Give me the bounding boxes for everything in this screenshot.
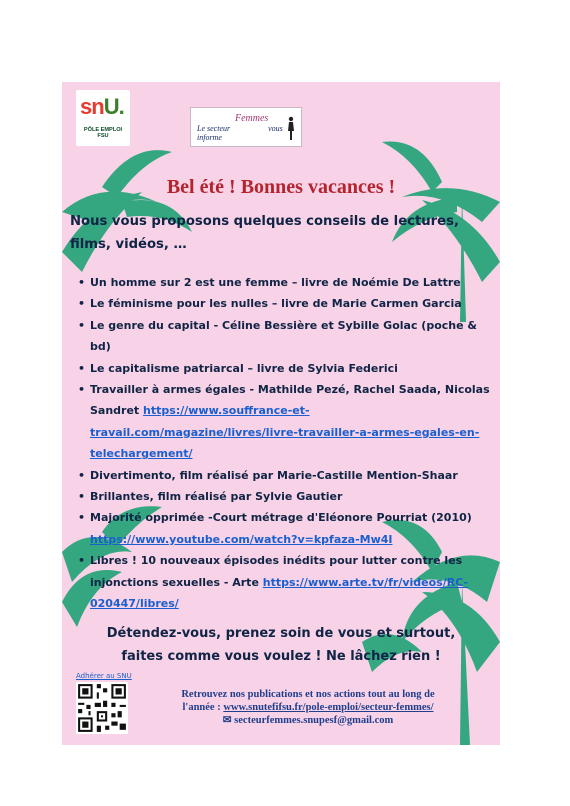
secteur-femmes-logo xyxy=(190,107,302,147)
snu-logo-letter: U. xyxy=(103,94,124,119)
list-item xyxy=(70,550,496,614)
website-link[interactable]: www.snutefifsu.fr/pole-emploi/secteur-femmes/ xyxy=(223,702,434,713)
list-item-text: Brillantes, film réalisé par Sylvie Gautier xyxy=(90,490,343,504)
secteur-femmes-logo-script: Femmes xyxy=(235,113,269,124)
qr-code-icon[interactable] xyxy=(76,682,128,734)
list-item xyxy=(70,272,496,293)
list-item xyxy=(70,293,496,314)
list-item xyxy=(70,379,496,465)
list-item xyxy=(70,507,496,550)
email-contact[interactable]: ✉ secteurfemmes.snupesf@gmail.com xyxy=(222,715,394,726)
secteur-femmes-logo-text xyxy=(197,124,301,142)
flyer-page xyxy=(62,82,500,745)
footer-line-2-prefix: l'année : xyxy=(182,702,224,713)
list-item xyxy=(70,358,496,379)
list-item-text: Un homme sur 2 est une femme – livre de Noémie De Lattre xyxy=(90,276,461,289)
snu-logo-subtitle: PÔLE EMPLOI FSU xyxy=(83,127,123,139)
intro-text: Nous vous proposons quelques conseils de lectures, films, vidéos, … xyxy=(70,214,459,252)
list-item-text: Libres ! 10 nouveaux épisodes inédits pour lutter contre les injonctions sexuelles - Arte xyxy=(90,554,463,589)
list-item-text: Le genre du capital - Céline Bessière et Sybille Golac (poche & bd) xyxy=(90,318,477,354)
recommendations-list xyxy=(70,272,496,615)
list-item-text: Le féminisme pour les nulles – livre de Marie Carmen Garcia xyxy=(90,297,462,311)
list-item-text: Divertimento, film réalisé par Marie-Castille Mention-Shaar xyxy=(90,468,458,482)
snu-logo-text: sn xyxy=(80,94,104,119)
secteur-femmes-logo-tail: vous informe xyxy=(197,124,283,142)
closing-line-2: faites comme vous voulez ! Ne lâchez rien ! xyxy=(121,649,441,664)
closing-message xyxy=(62,622,500,668)
footer-line-1: Retrouvez nos publications et nos actions tout au long de xyxy=(181,689,435,700)
page-title: Bel été ! Bonnes vacances ! xyxy=(166,176,396,198)
list-item xyxy=(70,315,496,358)
arte-link[interactable]: https://www.arte.tv/fr/videos/RC-020447/libres/ xyxy=(90,575,469,611)
closing-line-1: Détendez-vous, prenez soin de vous et surtout, xyxy=(106,626,456,641)
join-snu-link[interactable]: Adhérer au SNU xyxy=(76,672,132,680)
list-item xyxy=(70,465,496,486)
list-item-text: Travailler à armes égales - Mathilde Pezé, Rachel Saada, Nicolas Sandret xyxy=(90,383,490,418)
snu-logo xyxy=(76,90,130,146)
secteur-femmes-logo-main: Le secteur xyxy=(197,124,231,133)
footer xyxy=(158,688,458,727)
list-item-text: Le capitalisme patriarcal – livre de Sylvia Federici xyxy=(90,361,398,375)
footer-line-2 xyxy=(158,701,458,714)
woman-figure-icon xyxy=(287,116,295,140)
youtube-link[interactable]: https://www.youtube.com/watch?v=kpfaza-Mw4I xyxy=(90,532,393,546)
list-item xyxy=(70,486,496,507)
list-item-text: Majorité opprimée -Court métrage d'Eléonore Pourriat (2010) xyxy=(90,511,472,525)
souffrance-travail-link[interactable]: https://www.souffrance-et-travail.com/magazine/livres/livre-travailler-a-armes-egales-en-telechargement/ xyxy=(90,404,480,461)
